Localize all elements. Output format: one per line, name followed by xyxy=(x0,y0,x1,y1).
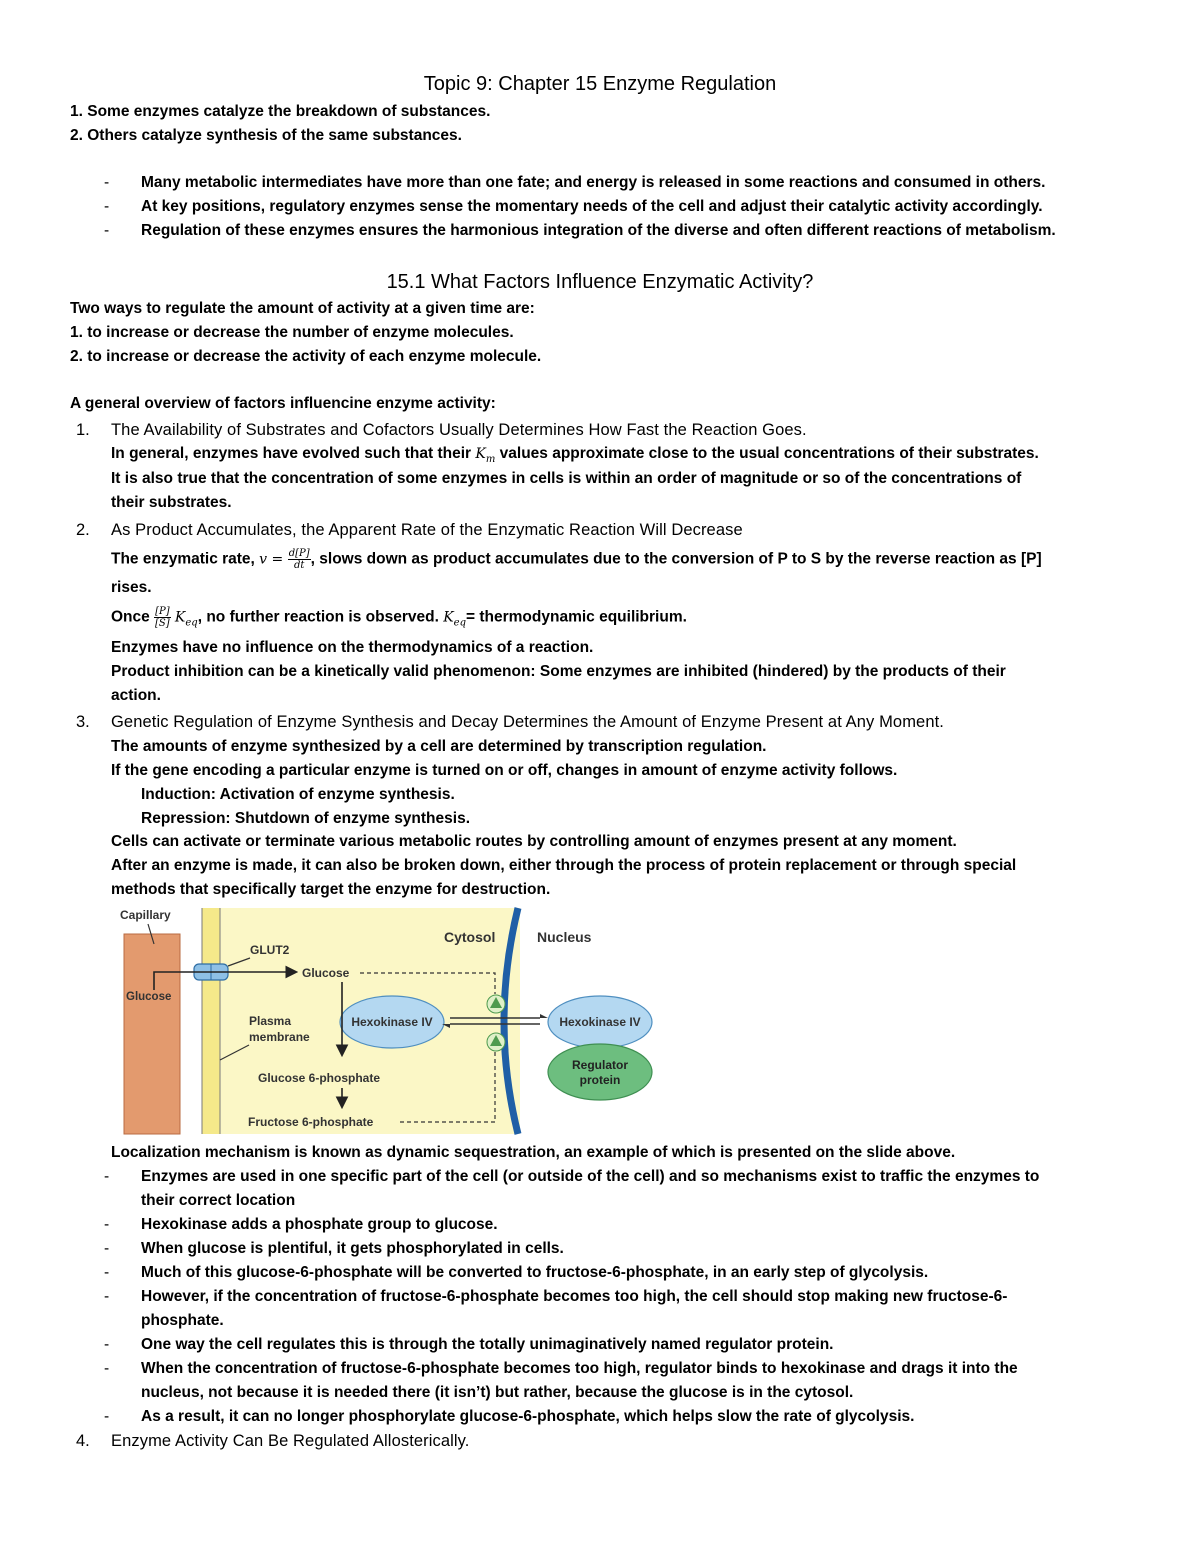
factor-2-once-line xyxy=(111,606,687,634)
factor-1-line-2: It is also true that the concentration of some enzymes in cells is within an order of magnitude or so of the concentrations of xyxy=(111,470,1022,487)
once-text-a: Once xyxy=(111,608,155,626)
bullet-dash: - xyxy=(104,1216,110,1233)
hexokinase-nucleus-label: Hexokinase IV xyxy=(559,1015,641,1029)
once-numerator: [P] xyxy=(155,606,170,617)
factor-2-number: 2. xyxy=(76,521,90,539)
regulator-label-2: protein xyxy=(579,1073,621,1087)
factor-2-inhib-1: Product inhibition can be a kinetically valid phenomenon: Some enzymes are inhibited (hindered) by the products of their xyxy=(111,663,1006,680)
glucose-capillary-label: Glucose xyxy=(126,991,172,1003)
glut2-label: GLUT2 xyxy=(250,943,290,957)
localization-bullet-line: Much of this glucose-6-phosphate will be converted to fructose-6-phosphate, in an early step of glycolysis. xyxy=(141,1264,929,1281)
localization-line: Localization mechanism is known as dynamic sequestration, an example of which is presented on the slide above. xyxy=(111,1144,956,1161)
regulator-label-1: Regulator xyxy=(571,1058,629,1072)
factor-1-line-1 xyxy=(111,444,1039,470)
membrane-label: membrane xyxy=(249,1030,310,1044)
bullet-dash: - xyxy=(104,222,110,239)
once-denominator: [S] xyxy=(155,618,170,629)
factor-1-heading: The Availability of Substrates and Cofactors Usually Determines How Fast the Reaction Goes. xyxy=(111,421,807,439)
capillary-label: Capillary xyxy=(120,908,171,922)
factor-2-rate-line xyxy=(111,548,1042,571)
bullet-dash: - xyxy=(104,1240,110,1257)
bullet-dash: - xyxy=(104,1288,110,1305)
localization-bullet-line: their correct location xyxy=(141,1192,296,1209)
bullet-dash: - xyxy=(104,1264,110,1281)
keq-symbol-2: K xyxy=(443,609,454,626)
intro-bullet-2: At key positions, regulatory enzymes sense the momentary needs of the cell and adjust their catalytic activity accordingly. xyxy=(141,198,1043,215)
factor-3-number: 3. xyxy=(76,713,90,731)
rate-text-b: , slows down as product accumulates due to the conversion of P to S by the reverse reaction as [P] xyxy=(310,550,1042,568)
keq-symbol: K xyxy=(174,609,186,626)
bullet-dash: - xyxy=(104,174,110,191)
regulator-protein xyxy=(548,1044,652,1100)
factor-3-repression: Repression: Shutdown of enzyme synthesis. xyxy=(141,810,471,827)
factor-3-line-4: After an enzyme is made, it can also be broken down, either through the process of protein replacement or through special xyxy=(111,857,1017,874)
cytosol-label: Cytosol xyxy=(444,929,496,945)
factor-1-number: 1. xyxy=(76,421,90,439)
localization-bullet-line: Hexokinase adds a phosphate group to glucose. xyxy=(141,1216,498,1233)
rate-denominator: dt xyxy=(293,560,305,571)
once-text-c: = thermodynamic equilibrium. xyxy=(466,608,687,626)
intro-line-2: 2. Others catalyze synthesis of the same substances. xyxy=(70,127,462,144)
rate-text-a: The enzymatic rate, xyxy=(111,550,260,568)
once-fraction xyxy=(154,606,171,629)
km-subscript: m xyxy=(485,454,496,466)
localization-bullet-line: nucleus, not because it is needed there (it isn’t) but rather, because the glucose is in the cytosol. xyxy=(141,1384,854,1401)
factor-3-heading: Genetic Regulation of Enzyme Synthesis and Decay Determines the Amount of Enzyme Present at Any Moment. xyxy=(111,713,944,731)
capillary-vessel xyxy=(124,934,180,1134)
factor-2-heading: As Product Accumulates, the Apparent Rate of the Enzymatic Reaction Will Decrease xyxy=(111,521,743,539)
localization-bullet-line: When glucose is plentiful, it gets phosphorylated in cells. xyxy=(141,1240,564,1257)
localization-bullet-line: Enzymes are used in one specific part of the cell (or outside of the cell) and so mechanisms exist to traffic the enzymes to xyxy=(141,1168,1040,1185)
keq-subscript: eq xyxy=(185,617,198,629)
ways-intro: Two ways to regulate the amount of activity at a given time are: xyxy=(70,300,535,317)
intro-bullet-3: Regulation of these enzymes ensures the harmonious integration of the diverse and often different reactions of metabolism. xyxy=(141,222,1056,239)
plasma-membrane xyxy=(202,908,220,1134)
bullet-dash: - xyxy=(104,1336,110,1353)
way-2: 2. to increase or decrease the activity of each enzyme molecule. xyxy=(70,348,542,365)
localization-bullet-line: As a result, it can no longer phosphorylate glucose-6-phosphate, which helps slow the rate of glycolysis. xyxy=(141,1408,915,1425)
nucleus-label: Nucleus xyxy=(537,929,592,945)
intro-line-1: 1. Some enzymes catalyze the breakdown of substances. xyxy=(70,103,491,120)
factor-1-text-b: values approximate close to the usual concentrations of their substrates. xyxy=(495,445,1039,462)
factor-3-line-2: If the gene encoding a particular enzyme is turned on or off, changes in amount of enzyme activity follows. xyxy=(111,762,898,779)
localization-bullet-line: However, if the concentration of fructose-6-phosphate becomes too high, the cell should stop making new fructose-6- xyxy=(141,1288,1008,1305)
localization-bullet-line: One way the cell regulates this is through the totally unimaginatively named regulator protein. xyxy=(141,1336,834,1353)
intro-bullet-1: Many metabolic intermediates have more than one fate; and energy is released in some reactions and consumed in others. xyxy=(141,174,1046,191)
g6p-label: Glucose 6-phosphate xyxy=(258,1071,381,1085)
plasma-label: Plasma xyxy=(249,1014,292,1028)
bullet-dash: - xyxy=(104,1360,110,1377)
bullet-dash: - xyxy=(104,198,110,215)
factor-4-number: 4. xyxy=(76,1432,90,1450)
factor-2-inhib-2: action. xyxy=(111,687,161,704)
factor-2-rises: rises. xyxy=(111,579,152,596)
km-symbol: K xyxy=(475,446,486,462)
factor-1-line-3: their substrates. xyxy=(111,494,232,511)
once-text-b: , no further reaction is observed. xyxy=(197,608,444,626)
section-heading: 15.1 What Factors Influence Enzymatic Activity? xyxy=(386,271,814,293)
factor-3-line-5: methods that specifically target the enzyme for destruction. xyxy=(111,881,551,898)
rate-fraction xyxy=(288,548,311,571)
rate-numerator: d[P] xyxy=(288,548,310,559)
page-title: Topic 9: Chapter 15 Enzyme Regulation xyxy=(423,73,777,95)
factor-4-heading: Enzyme Activity Can Be Regulated Allosterically. xyxy=(111,1432,470,1450)
localization-bullet-line: When the concentration of fructose-6-phosphate becomes too high, regulator binds to hexokinase and drags it into the xyxy=(141,1360,1018,1377)
factor-2-thermo: Enzymes have no influence on the thermodynamics of a reaction. xyxy=(111,639,594,656)
factor-1-text-a: In general, enzymes have evolved such that their xyxy=(111,445,476,462)
factor-3-line-3: Cells can activate or terminate various metabolic routes by controlling amount of enzymes present at any moment. xyxy=(111,833,957,850)
bullet-dash: - xyxy=(104,1408,110,1425)
overview-line: A general overview of factors influencine enzyme activity: xyxy=(70,395,496,412)
factor-3-line-1: The amounts of enzyme synthesized by a cell are determined by transcription regulation. xyxy=(111,738,767,755)
hexokinase-cytosol-label: Hexokinase IV xyxy=(351,1015,433,1029)
hexokinase-sequestration-diagram xyxy=(110,902,670,1138)
keq-subscript-2: eq xyxy=(453,617,466,629)
rate-v: v = xyxy=(259,551,288,568)
glucose-label: Glucose xyxy=(302,966,350,980)
way-1: 1. to increase or decrease the number of enzyme molecules. xyxy=(70,324,514,341)
localization-bullet-line: phosphate. xyxy=(141,1312,224,1329)
bullet-dash: - xyxy=(104,1168,110,1185)
f6p-label: Fructose 6-phosphate xyxy=(248,1115,374,1129)
factor-3-induction: Induction: Activation of enzyme synthesis. xyxy=(141,786,455,803)
